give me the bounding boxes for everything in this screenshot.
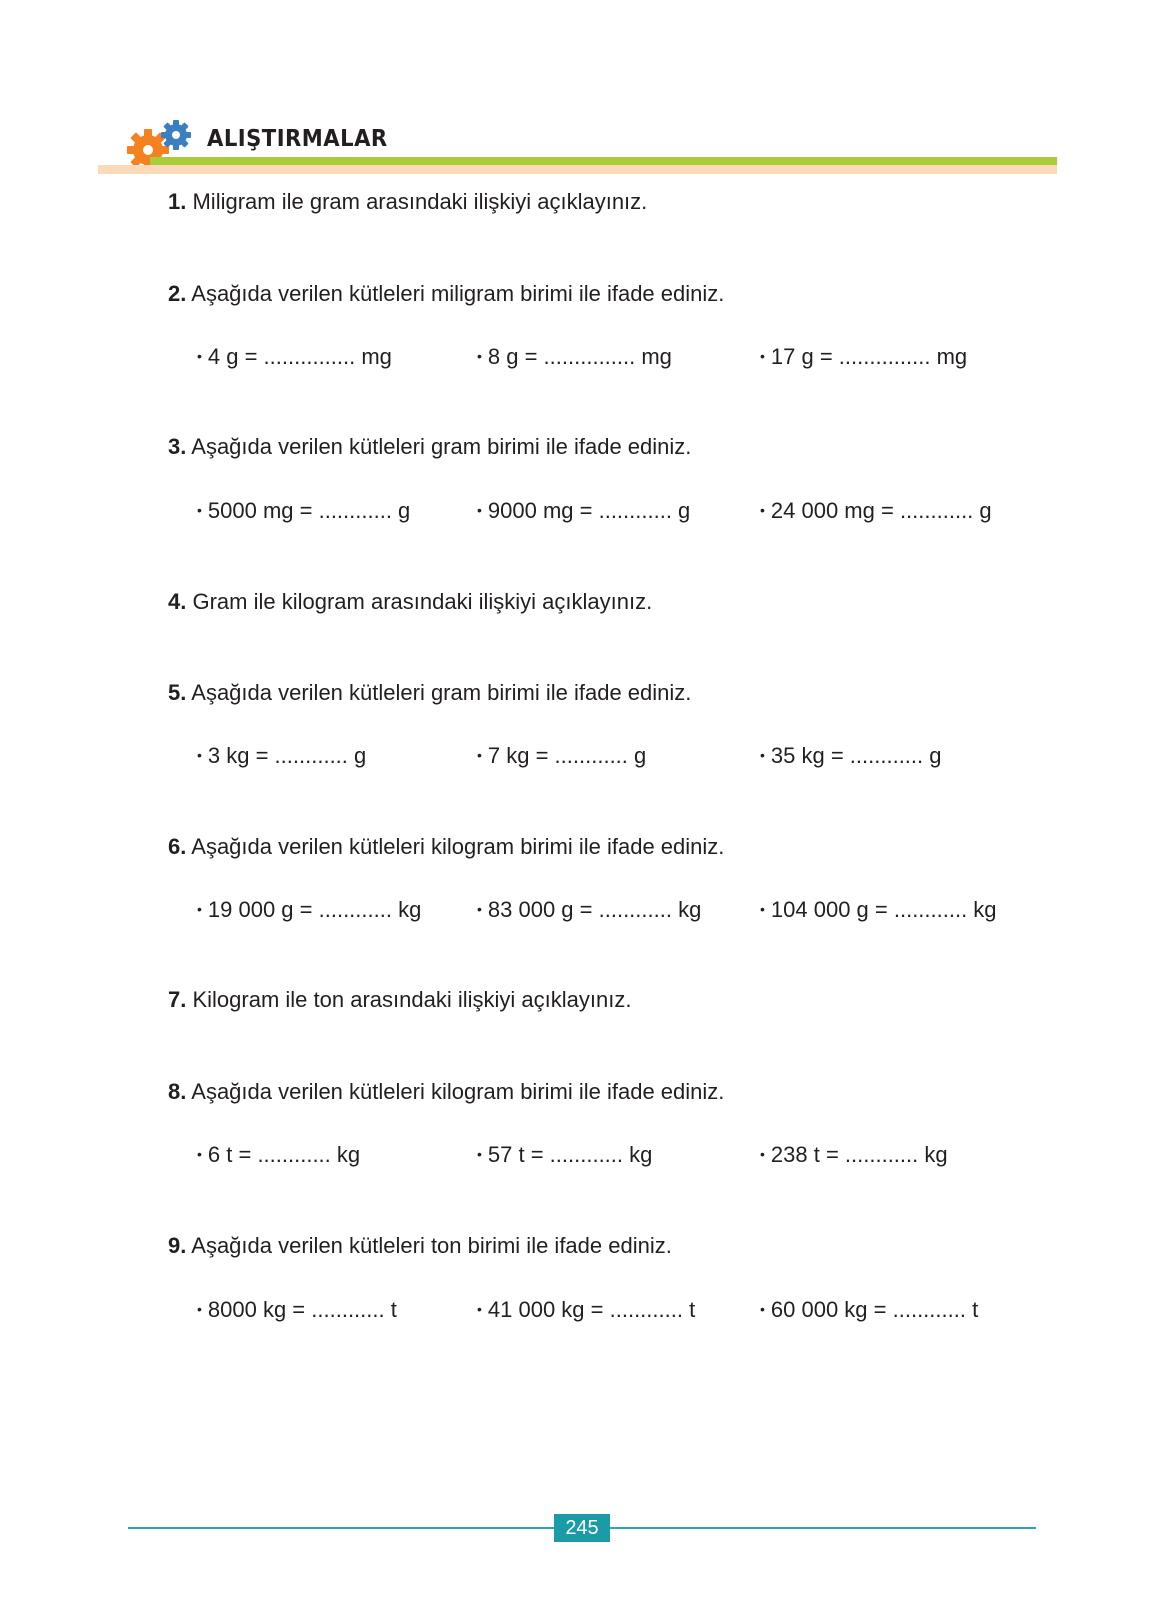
question-number: 7.	[168, 987, 187, 1012]
exercise-item: • 60 000 kg = ............ t	[760, 1297, 979, 1322]
bullet-icon: •	[760, 502, 765, 518]
exercise-item: • 4 g = ............... mg	[197, 344, 392, 369]
question-number: 8.	[168, 1079, 187, 1104]
bullet-icon: •	[477, 502, 482, 518]
question-5	[168, 680, 691, 706]
question-number: 9.	[168, 1233, 187, 1258]
footer-rule-right	[610, 1527, 1036, 1529]
exercise-item: • 6 t = ............ kg	[197, 1142, 361, 1167]
exercise-item: • 8 g = ............... mg	[477, 344, 672, 369]
question-number: 1.	[168, 189, 187, 214]
bullet-icon: •	[760, 901, 765, 917]
bullet-icon: •	[197, 502, 202, 518]
header-bar-green	[150, 157, 1057, 165]
bullet-icon: •	[477, 901, 482, 917]
question-3	[168, 434, 691, 460]
bullet-icon: •	[477, 1301, 482, 1317]
exercise-item: • 104 000 g = ............ kg	[760, 897, 997, 922]
page-number: 245	[554, 1514, 610, 1542]
question-number: 6.	[168, 834, 187, 859]
exercise-item: • 24 000 mg = ............ g	[760, 498, 992, 523]
exercise-item: • 9000 mg = ............ g	[477, 498, 691, 523]
question-number: 2.	[168, 281, 187, 306]
question-text: Gram ile kilogram arasındaki ilişkiyi açıklayınız.	[192, 589, 653, 614]
bullet-icon: •	[197, 901, 202, 917]
exercise-item: • 41 000 kg = ............ t	[477, 1297, 696, 1322]
exercise-item: • 238 t = ............ kg	[760, 1142, 948, 1167]
bullet-icon: •	[477, 747, 482, 763]
bullet-icon: •	[760, 747, 765, 763]
exercise-item: • 7 kg = ............ g	[477, 743, 647, 768]
question-text: Aşağıda verilen kütleleri gram birimi ile ifade ediniz.	[191, 680, 692, 705]
footer-rule-left	[128, 1527, 554, 1529]
bullet-icon: •	[197, 747, 202, 763]
bullet-icon: •	[197, 1301, 202, 1317]
bullet-icon: •	[477, 1146, 482, 1162]
question-number: 4.	[168, 589, 187, 614]
bullet-icon: •	[760, 1146, 765, 1162]
question-9	[168, 1233, 672, 1259]
bullet-icon: •	[477, 348, 482, 364]
question-text: Aşağıda verilen kütleleri gram birimi ile ifade ediniz.	[191, 434, 692, 459]
bullet-icon: •	[197, 348, 202, 364]
question-text: Miligram ile gram arasındaki ilişkiyi açıklayınız.	[192, 189, 648, 214]
section-title: ALIŞTIRMALAR	[207, 126, 388, 152]
question-1	[168, 189, 647, 215]
bullet-icon: •	[760, 1301, 765, 1317]
question-text: Kilogram ile ton arasındaki ilişkiyi açıklayınız.	[192, 987, 632, 1012]
exercise-item: • 3 kg = ............ g	[197, 743, 367, 768]
exercise-item: • 35 kg = ............ g	[760, 743, 942, 768]
question-8	[168, 1079, 724, 1105]
exercises-header	[0, 0, 1163, 180]
exercise-item: • 5000 mg = ............ g	[197, 498, 411, 523]
exercise-item: • 19 000 g = ............ kg	[197, 897, 422, 922]
bullet-icon: •	[760, 348, 765, 364]
question-text: Aşağıda verilen kütleleri ton birimi ile ifade ediniz.	[191, 1233, 672, 1258]
exercise-item: • 17 g = ............... mg	[760, 344, 968, 369]
question-2	[168, 281, 724, 307]
question-7	[168, 987, 631, 1013]
question-text: Aşağıda verilen kütleleri kilogram birimi ile ifade ediniz.	[191, 1079, 725, 1104]
question-4	[168, 589, 652, 615]
exercise-item: • 83 000 g = ............ kg	[477, 897, 702, 922]
header-bar-peach	[98, 165, 1057, 174]
question-text: Aşağıda verilen kütleleri miligram birimi ile ifade ediniz.	[191, 281, 725, 306]
question-text: Aşağıda verilen kütleleri kilogram birimi ile ifade ediniz.	[191, 834, 725, 859]
question-number: 3.	[168, 434, 187, 459]
bullet-icon: •	[197, 1146, 202, 1162]
question-number: 5.	[168, 680, 187, 705]
exercise-item: • 8000 kg = ............ t	[197, 1297, 397, 1322]
exercise-item: • 57 t = ............ kg	[477, 1142, 653, 1167]
question-6	[168, 834, 724, 860]
